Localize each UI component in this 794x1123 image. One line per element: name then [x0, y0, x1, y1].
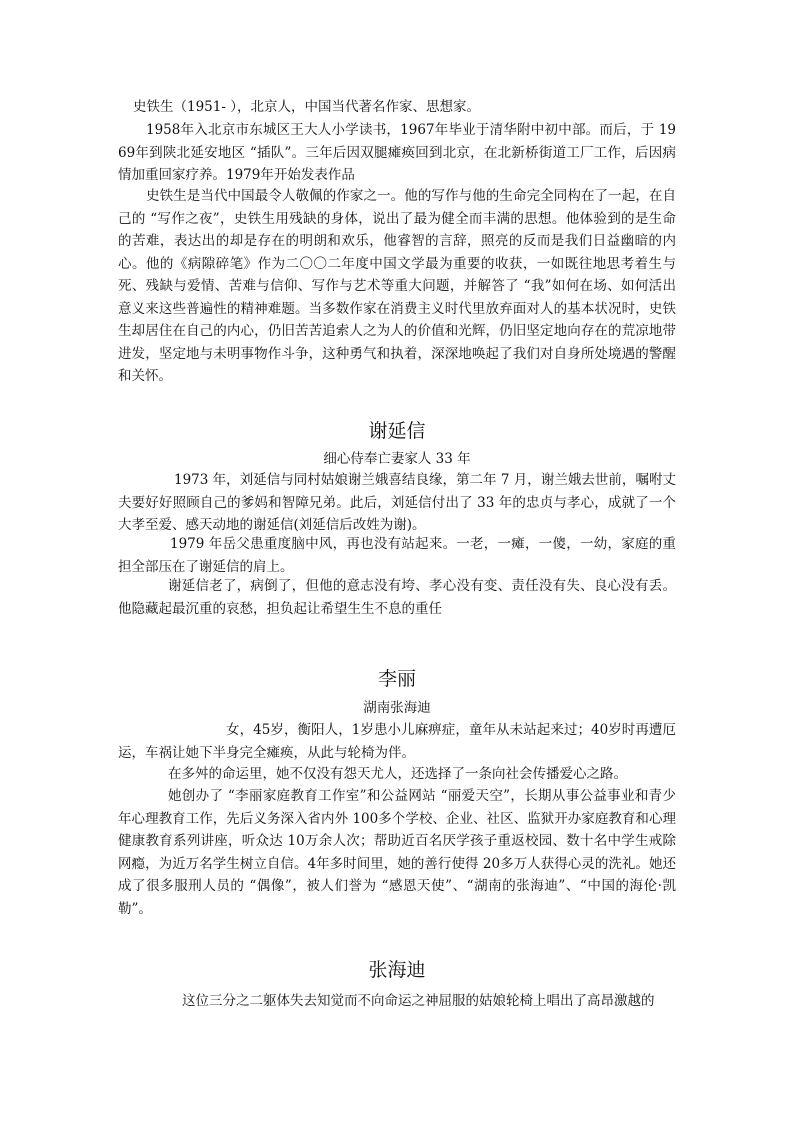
xie-yanxin-paragraph-1: 1973 年，刘延信与同村姑娘谢兰娥喜结良缘，第二年 7 月，谢兰娥去世前，嘱咐丈夫要好好照顾自己的爹妈和智障兄弟。此后，刘延信付出了 33 年的忠贞与孝心，成就了一个大孝至爱、感天动地的谢延信(刘延信后改姓为谢)。	[118, 472, 676, 533]
shi-tiesheng-commentary: 史铁生是当代中国最令人敬佩的作家之一。他的写作与他的生命完全同构在了一起，在自己的 “写作之夜”，史铁生用残缺的身体，说出了最为健全而丰满的思想。他体验到的是生命的苦难，表达出的却是存在的明朗和欢乐，他睿智的言辞，照亮的反而是我们日益幽暗的内心。他的《病隙碎笔》作为二〇〇二年度中国文学最为重要的收获，一如既往地思考着生与死、残缺与爱情、苦难与信仰、写作与艺术等重大问题，并解答了 “我”如何在场、如何活出意义来这些普遍性的精神难题。当多数作家在消费主义时代里放弃面对人的基本状况时，史铁生却居住在自己的内心，仍旧苦苦追索人之为人的价值和光辉，仍旧坚定地向存在的荒凉地带进发，坚定地与未明事物作斗争，这种勇气和执着，深深地唤起了我们对自身所处境遇的警醒和关怀。	[118, 188, 676, 384]
xie-yanxin-paragraph-3: 谢延信老了，病倒了，但他的意志没有垮、孝心没有变、责任没有失、良心没有丢。他隐藏起最沉重的哀愁，担负起让希望生生不息的重任	[118, 578, 676, 617]
li-li-paragraph-3: 她创办了 “李丽家庭教育工作室”和公益网站 “丽爱天空”，长期从事公益事业和青少年心理教育工作，先后义务深入省内外 100多个学校、企业、社区、监狱开办家庭教育和心理健康教育系列讲座，听众达 10万余人次；帮助近百名厌学孩子重返校园、数十名中学生戒除网瘾，为近万名学生树立自信。4年多时间里，她的善行使得 20多万人获得心灵的洗礼。她还成了很多服刑人员的 “偶像”，被人们誉为 “感恩天使”、“湖南的张海迪”、“中国的海伦·凯勒”。	[118, 788, 676, 917]
section-subtitle-xie-yanxin: 细心侍奉亡妻家人 33 年	[323, 451, 471, 467]
li-li-paragraph-2: 在多舛的命运里，她不仅没有怨天尤人，还选择了一条向社会传播爱心之路。	[168, 766, 627, 782]
section-title-zhang-haidi: 张海迪	[368, 959, 426, 981]
shi-tiesheng-intro: 史铁生（1951- ），北京人，中国当代著名作家、思想家。	[133, 99, 480, 115]
section-subtitle-li-li: 湖南张海迪	[363, 700, 431, 716]
section-title-li-li: 李丽	[377, 668, 416, 690]
shi-tiesheng-biography: 1958年入北京市东城区王大人小学读书，1967年毕业于清华附中初中部。而后，于 1969年到陕北延安地区 “插队”。三年后因双腿瘫痪回到北京，在北新桥街道工厂工作，后因病情加重回家疗养。1979年开始发表作品	[118, 122, 676, 183]
li-li-paragraph-1: 女，45岁，衡阳人，1岁患小儿麻痹症，童年从未站起来过；40岁时再遭厄运，车祸让她下半身完全瘫痪，从此与轮椅为伴。	[118, 722, 676, 761]
section-title-xie-yanxin: 谢延信	[368, 420, 426, 442]
zhang-haidi-paragraph-1: 这位三分之二躯体失去知觉而不向命运之神屈服的姑娘轮椅上唱出了高昂激越的	[182, 993, 655, 1009]
xie-yanxin-paragraph-2: 1979 年岳父患重度脑中风，再也没有站起来。一老，一瘫，一傻，一幼，家庭的重担全部压在了谢延信的肩上。	[118, 536, 676, 575]
